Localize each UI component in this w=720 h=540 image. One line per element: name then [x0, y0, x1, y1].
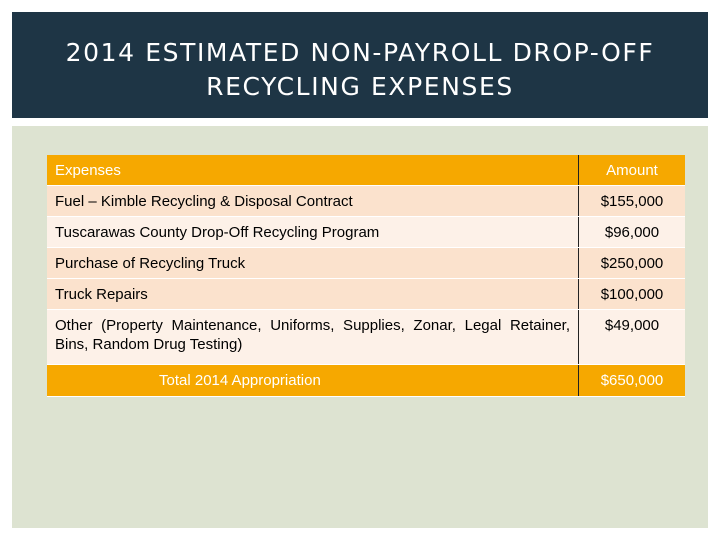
amount-cell: $96,000 [579, 217, 686, 248]
total-label: Total 2014 Appropriation [47, 365, 579, 397]
expenses-table [47, 155, 685, 397]
content-area [12, 126, 708, 528]
expense-cell: Fuel – Kimble Recycling & Disposal Contract [47, 186, 579, 217]
expenses-column-header: Expenses [47, 155, 579, 186]
table-row [47, 217, 685, 248]
amount-column-header: Amount [579, 155, 686, 186]
table-row [47, 279, 685, 310]
expense-cell: Other (Property Maintenance, Uniforms, Supplies, Zonar, Legal Retainer, Bins, Random Drug Testing) [47, 310, 579, 365]
expense-cell: Truck Repairs [47, 279, 579, 310]
amount-cell: $155,000 [579, 186, 686, 217]
amount-cell: $49,000 [579, 310, 686, 365]
amount-cell: $100,000 [579, 279, 686, 310]
table-row [47, 248, 685, 279]
slide-title-line-2: RECYCLING EXPENSES [206, 72, 514, 101]
total-amount: $650,000 [579, 365, 686, 397]
table-header-row [47, 155, 685, 186]
table-row [47, 310, 685, 365]
slide-title-line-1: 2014 ESTIMATED NON-PAYROLL DROP-OFF [65, 38, 655, 67]
table-row [47, 186, 685, 217]
title-banner [12, 12, 708, 118]
expense-cell: Purchase of Recycling Truck [47, 248, 579, 279]
expense-cell: Tuscarawas County Drop-Off Recycling Program [47, 217, 579, 248]
amount-cell: $250,000 [579, 248, 686, 279]
total-row [47, 365, 685, 397]
slide-title [12, 12, 708, 104]
